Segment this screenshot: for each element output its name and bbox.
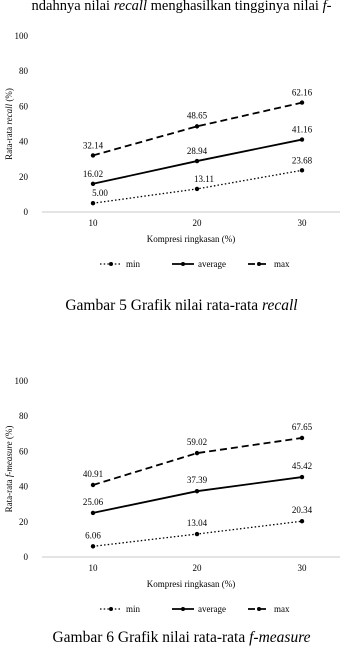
data-label-min: 20.34 — [291, 505, 313, 516]
body-text-part: menghasilkan tingginya nilai — [147, 0, 323, 14]
y-tick-label: 20 — [19, 516, 28, 527]
data-point-max — [91, 483, 95, 487]
y-tick-label: 60 — [19, 446, 28, 457]
x-tick-label: 10 — [88, 218, 98, 228]
y-axis-label-part: (%) — [4, 425, 14, 442]
x-tick-label: 10 — [88, 563, 98, 573]
data-point-average — [91, 511, 95, 515]
data-label-max: 59.02 — [186, 437, 208, 448]
figure-caption-f-measure — [0, 629, 363, 647]
data-point-min — [300, 519, 304, 523]
data-point-max — [300, 100, 304, 104]
x-tick-label: 30 — [297, 563, 307, 573]
data-point-min — [195, 532, 199, 536]
y-tick-label: 40 — [19, 481, 28, 492]
data-point-max — [195, 451, 199, 455]
data-label-average: 41.16 — [291, 124, 313, 135]
y-tick-label: 40 — [19, 136, 28, 147]
x-tick-label: 20 — [192, 218, 202, 228]
data-point-max — [195, 124, 199, 128]
body-text-italic: f- — [322, 0, 332, 14]
x-axis-label: Kompresi ringkasan (%) — [146, 234, 236, 244]
y-tick-label: 0 — [23, 207, 28, 217]
x-axis-label: Kompresi ringkasan (%) — [146, 579, 236, 589]
caption-italic: f-measure — [249, 629, 311, 646]
data-label-max: 40.91 — [82, 468, 104, 479]
legend-marker-average — [181, 262, 185, 266]
data-point-average — [195, 159, 199, 163]
data-label-average: 45.42 — [291, 461, 313, 472]
body-text-fragment — [0, 0, 363, 15]
data-label-min: 13.04 — [186, 518, 208, 529]
legend-marker-max — [257, 607, 261, 611]
data-point-average — [91, 182, 95, 186]
body-text-part: ndahnya nilai — [31, 0, 114, 14]
x-tick-label: 30 — [297, 218, 307, 228]
y-axis-label — [4, 426, 14, 513]
data-label-average: 25.06 — [82, 496, 104, 507]
data-label-average: 28.94 — [186, 146, 208, 157]
legend-label-min: min — [126, 604, 141, 614]
data-label-average: 37.39 — [186, 475, 208, 486]
y-axis-label-part: (%) — [4, 88, 14, 104]
y-axis-label-italic: f-measure — [4, 441, 14, 478]
legend-label-max: max — [274, 604, 290, 614]
y-tick-label: 60 — [19, 101, 28, 112]
y-tick-label: 80 — [19, 411, 28, 422]
y-axis-label-italic: recall — [4, 103, 14, 125]
y-tick-label: 0 — [23, 552, 28, 562]
legend-marker-min — [109, 607, 113, 611]
y-tick-label: 100 — [14, 376, 28, 386]
data-label-max: 67.65 — [291, 421, 313, 432]
data-point-average — [300, 137, 304, 141]
x-tick-label: 20 — [192, 563, 202, 573]
data-point-average — [300, 475, 304, 479]
y-tick-label: 80 — [19, 66, 28, 77]
body-text-italic: recall — [113, 0, 147, 14]
caption-text: Gambar 6 Grafik nilai rata-rata — [52, 629, 250, 646]
y-axis-label-part: Rata-rata — [4, 124, 14, 160]
legend-marker-min — [109, 262, 113, 266]
legend-label-average: average — [198, 259, 226, 269]
data-point-min — [300, 168, 304, 172]
data-point-average — [195, 489, 199, 493]
y-axis-label — [4, 88, 14, 160]
caption-italic: recall — [262, 297, 298, 314]
data-point-min — [195, 187, 199, 191]
legend-marker-max — [257, 262, 261, 266]
legend-label-min: min — [126, 259, 141, 269]
data-point-min — [91, 544, 95, 548]
f-measure-chart — [0, 365, 363, 635]
y-tick-label: 20 — [19, 171, 28, 182]
legend-marker-average — [181, 607, 185, 611]
data-label-min: 6.06 — [85, 530, 101, 541]
recall-chart — [0, 20, 363, 290]
data-label-average: 16.02 — [82, 168, 104, 179]
legend-label-average: average — [198, 604, 226, 614]
data-label-min: 5.00 — [92, 188, 108, 199]
data-label-max: 48.65 — [186, 110, 208, 121]
y-tick-label: 100 — [14, 31, 28, 41]
figure-caption-recall — [0, 297, 363, 315]
data-point-max — [300, 436, 304, 440]
data-label-min: 13.11 — [194, 173, 214, 184]
data-point-max — [91, 153, 95, 157]
y-axis-label-part: Rata-rata — [4, 477, 14, 513]
data-label-max: 32.14 — [82, 140, 104, 151]
data-label-min: 23.68 — [291, 155, 313, 166]
caption-text: Gambar 5 Grafik nilai rata-rata — [65, 297, 263, 314]
legend-label-max: max — [274, 259, 290, 269]
data-point-min — [91, 201, 95, 205]
data-label-max: 62.16 — [291, 87, 313, 98]
